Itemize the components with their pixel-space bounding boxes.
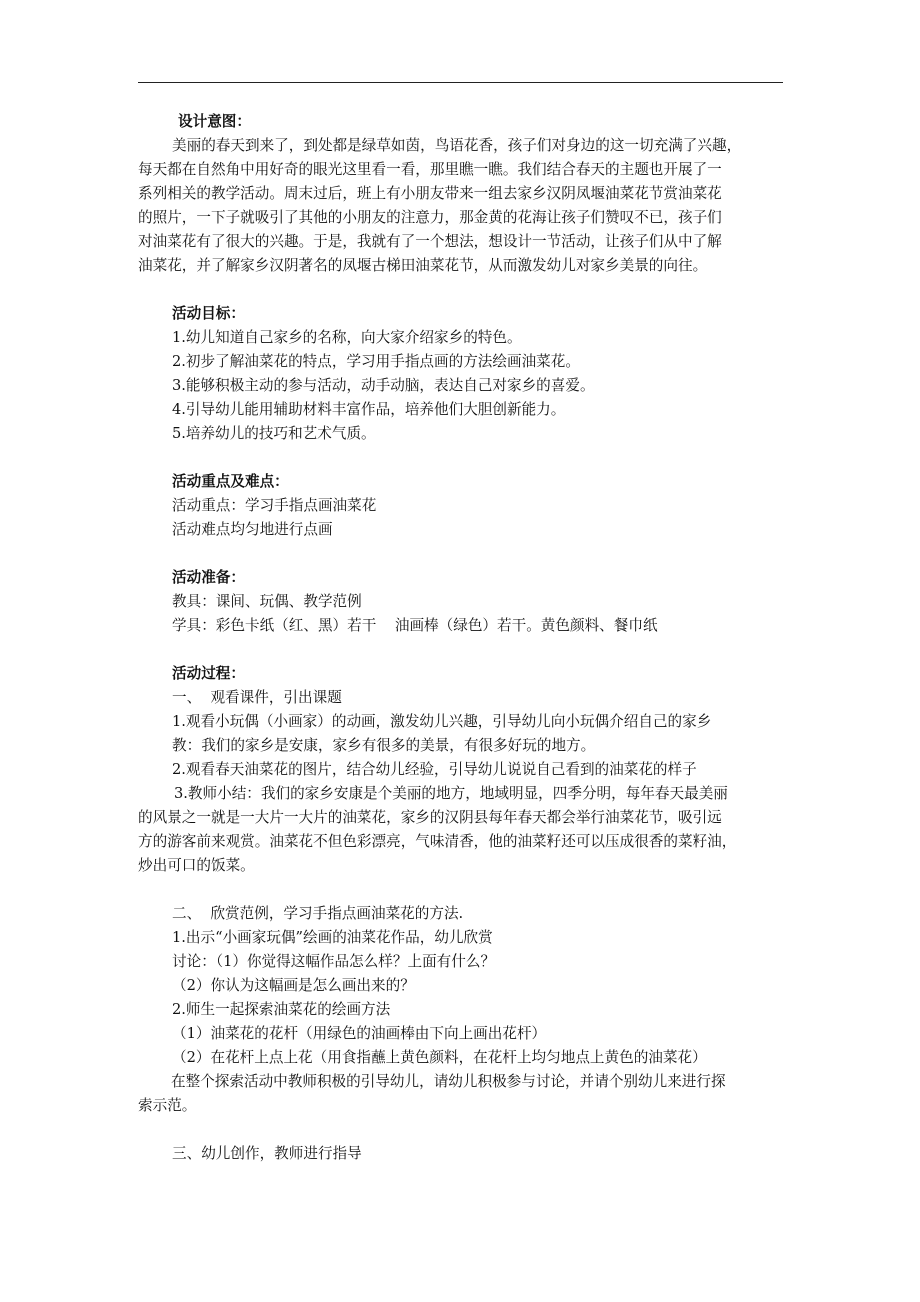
paragraph-line: 的照片，一下子就吸引了其他的小朋友的注意力，那金黄的花海让孩子们赞叹不已，孩子们 [138,209,722,226]
goal-item: 4.引导幼儿能用辅助材料丰富作品，培养他们大胆创新能力。 [172,401,566,418]
part2-step2: 2.师生一起探索油菜花的绘画方法 [172,1001,391,1018]
paragraph-line: 美丽的春天到来了，到处都是绿草如茵，鸟语花香，孩子们对身边的这一切充满了兴趣， [172,137,742,154]
part1-step2: 2.观看春天油菜花的图片，结合幼儿经验，引导幼儿说说自己看到的油菜花的样子 [172,761,697,778]
goal-item: 2.初步了解油菜花的特点，学习用手指点画的方法绘画油菜花。 [172,353,580,370]
part2-title: 二、 欣赏范例，学习手指点画油菜花的方法. [172,905,464,922]
part2-method2: （2）在花杆上点上花（用食指蘸上黄色颜料，在花杆上均匀地点上黄色的油菜花） [172,1049,707,1066]
design-intent-heading: 设计意图： [178,113,251,130]
focus-heading: 活动重点及难点： [172,473,289,490]
paragraph-line: 每天都在自然角中用好奇的眼光这里看一看，那里瞧一瞧。我们结合春天的主题也开展了一 [138,161,722,178]
goals-heading: 活动目标： [172,305,245,322]
teacher-tools: 教具：课间、玩偶、教学范例 [172,593,362,610]
part1-step3-line: 3.教师小结：我们的家乡安康是个美丽的地方，地域明显，四季分明，每年春天最美丽 [174,785,728,802]
part2-summary-line: 在整个探索活动中教师积极的引导幼儿，请幼儿积极参与讨论，并请个别幼儿来进行探 [171,1073,726,1090]
student-tools: 学具：彩色卡纸（红、黑）若干 油画棒（绿色）若干。黄色颜料、餐巾纸 [172,617,658,634]
spacer [138,446,783,470]
part2-discuss1: 讨论：（1）你觉得这幅作品怎么样？上面有什么？ [172,953,496,970]
spacer [138,542,783,566]
paragraph-line: 油菜花，并了解家乡汉阴著名的凤堰古梯田油菜花节，从而激发幼儿对家乡美景的向往。 [138,257,708,274]
spacer [138,278,783,302]
spacer [138,878,783,902]
paragraph-line: 系列相关的教学活动。周末过后，班上有小朋友带来一组去家乡汉阴凤堰油菜花节赏油菜花 [138,185,722,202]
difficulty: 活动难点均匀地进行点画 [172,521,333,538]
goal-item: 3.能够积极主动的参与活动，动手动脑，表达自己对家乡的喜爱。 [172,377,595,394]
part1-step3-line: 方的游客前来观赏。油菜花不但色彩漂亮，气味清香，他的油菜籽还可以压成很香的菜籽油， [138,833,737,850]
part1-step1-line2: 教：我们的家乡是安康，家乡有很多的美景，有很多好玩的地方。 [172,737,596,754]
part2-discuss2: （2）你认为这幅画是怎么画出来的？ [172,977,415,994]
part1-step1-line1: 1.观看小玩偶（小画家）的动画，激发幼儿兴趣，引导幼儿向小玩偶介绍自己的家乡 [172,713,712,730]
part2-summary-line: 索示范。 [138,1097,197,1114]
part2-method1: （1）油菜花的花杆（用绿色的油画棒由下向上画出花杆） [172,1025,547,1042]
spacer [138,638,783,662]
header-rule [138,82,783,83]
paragraph-line: 对油菜花有了很大的兴趣。于是，我就有了一个想法，想设计一节活动，让孩子们从中了解 [138,233,722,250]
key-point: 活动重点：学习手指点画油菜花 [172,497,377,514]
goal-item: 5.培养幼儿的技巧和艺术气质。 [172,425,376,442]
document-body [138,110,783,1166]
process-heading: 活动过程： [172,665,245,682]
spacer [138,1118,783,1142]
part1-step3-line: 的风景之一就是一大片一大片的油菜花，家乡的汉阴县每年春天都会举行油菜花节，吸引远 [138,809,722,826]
goal-item: 1.幼儿知道自己家乡的名称，向大家介绍家乡的特色。 [172,329,522,346]
prep-heading: 活动准备： [172,569,245,586]
part2-step1: 1.出示“小画家玩偶”绘画的油菜花作品，幼儿欣赏 [172,929,493,946]
part3-title: 三、幼儿创作，教师进行指导 [172,1145,362,1162]
part1-step3-line: 炒出可口的饭菜。 [138,857,255,874]
part1-title: 一、 观看课件，引出课题 [172,689,342,706]
